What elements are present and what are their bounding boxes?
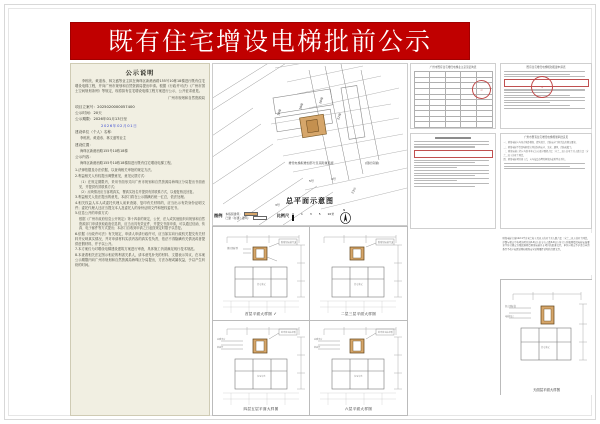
notice-title: 公示说明 — [125, 70, 155, 77]
floor-plan-caption-text: 首层平面大样图 — [244, 312, 273, 316]
svg-text:住宅单元: 住宅单元 — [541, 346, 550, 349]
floor-plan-caption — [310, 312, 407, 317]
site-plan-legend — [214, 208, 406, 224]
applicant-value: 李栋欣、黄道寿、林文盛等业主 — [80, 136, 127, 141]
date-from: 2026年01月13日至 — [93, 117, 127, 122]
doc-signature-table — [410, 63, 496, 129]
svg-text:(现状房屋): (现状房屋) — [365, 161, 380, 165]
notice-item: 7.本方案仅为对增设电梯建设建筑方案进行审查，具体施工仍须满足现行技术规范。 — [75, 247, 197, 252]
scale-tick: 5 — [318, 211, 321, 216]
legend-item — [225, 216, 266, 220]
scale-tick: 0 — [292, 211, 294, 216]
doc-title: 广州市既有住宅增设电梯业主意见征询表 — [429, 66, 477, 69]
svg-text:5号: 5号 — [309, 179, 314, 183]
svg-text:住宅单元: 住宅单元 — [354, 376, 363, 378]
svg-text:23号: 23号 — [350, 186, 358, 195]
title-banner — [70, 22, 470, 60]
scale-tick: 10米 — [327, 211, 335, 216]
doc-approval-rules — [500, 133, 592, 229]
doc-red-box — [414, 150, 493, 158]
scale-tick: 1 — [301, 211, 303, 216]
doc-paragraph: 一、增设电梯应当符合城乡规划、建筑设计、消防安全等相关技术规范要求。 — [503, 141, 578, 145]
legend-label: 图例 — [214, 213, 223, 218]
floor-plan-cell — [310, 321, 407, 415]
floor-plan-cell — [213, 321, 310, 415]
roof-plan-detail — [500, 279, 592, 395]
svg-text:拟增设电梯井道: 拟增设电梯井道 — [378, 332, 393, 334]
svg-text:拟增设电梯井道: 拟增设电梯井道 — [378, 241, 394, 244]
floor-plan-cell — [310, 227, 407, 321]
svg-text:连廊平台: 连廊平台 — [217, 339, 226, 341]
scale-label: 比例尺 — [276, 213, 290, 218]
floor-plan-caption — [310, 407, 407, 412]
svg-text:电梯机房: 电梯机房 — [505, 315, 514, 318]
compass-icon — [339, 209, 352, 224]
scale-bar — [292, 212, 334, 221]
notice-item: 根据《广州市政府信息公开规定》第十四条的规定，公民、法人或其他组织向规划和自然资源部门申请获取政府信息的，应当出具有效证件，并提交书面申请，可以通过信函、传真、电子邮件等方式提出；本部门自收到申请之日起按规定时限予以答复。 — [79, 217, 205, 231]
svg-text:拟增设电梯井道: 拟增设电梯井道 — [281, 332, 296, 334]
notice-signature: 广州市规划和自然资源局 — [168, 95, 205, 100]
svg-text:现状楼梯间: 现状楼梯间 — [227, 247, 238, 250]
svg-text:增设电梯拟增加部分及其附属连廊: 增设电梯拟增加部分及其附属连廊 — [288, 161, 334, 165]
doc-title: 既有住宅增设电梯规划报建申请表 — [526, 66, 566, 69]
legend-item — [225, 212, 266, 216]
svg-text:21梯: 21梯 — [336, 112, 343, 121]
notice-item: 3.利益相关人依法提出的意见，本部门将在公示期满后统一汇总，依法处理。 — [75, 195, 187, 200]
legend-item-text: 已建（存建）建筑： — [225, 216, 251, 220]
svg-text:候梯厅: 候梯厅 — [217, 347, 224, 349]
notice-panel — [70, 63, 210, 416]
floor-plan-caption-text: 六层平面大样图 — [344, 407, 373, 411]
applicant-label: 建设单位（个人）名称： — [75, 130, 115, 135]
date-to: 2026年02月01日 — [101, 123, 138, 128]
doc-paragraph: 四、增设电梯项目竣工后，应当依法办理特种设备使用登记手续。 — [503, 158, 567, 162]
doc-body — [500, 233, 592, 255]
scale-ticks — [292, 212, 334, 216]
notice-item: （2）反映情况应当客观真实，署真实姓名并提供有效联系方式，以便复核及回复。 — [79, 189, 196, 194]
official-stamp-icon: 章 — [529, 74, 555, 100]
svg-text:住宅单元: 住宅单元 — [354, 283, 363, 286]
doc-paragraph: 三、增设电梯工程应当经本单元专有部分面积占比三分之二以上的业主且人数占比三分之二以上的业主同意。 — [503, 150, 589, 157]
legend-swatch-existing-building — [253, 216, 267, 220]
floor-plan-svg — [213, 227, 309, 319]
floor-plan-grid — [212, 226, 408, 416]
floor-plan-cell — [213, 227, 310, 321]
floor-plan-svg — [310, 321, 406, 413]
notice-items — [75, 168, 205, 267]
svg-text:住宅单元: 住宅单元 — [257, 283, 266, 286]
doc-body — [501, 134, 591, 173]
page-title: 既有住宅增设电梯批前公示 — [107, 26, 432, 56]
notice-item: （1）在规定期限内，采用书面形式向广州市规划和自然资源局海珠区分局提出书面意见，并提供有效联系方式； — [79, 179, 205, 189]
legend-item-text: 本栋拟建筑： — [225, 211, 243, 216]
svg-text:拟增设电梯井道: 拟增设电梯井道 — [281, 241, 297, 244]
date-label: 公示期限： — [75, 117, 94, 122]
doc-consent-letter — [410, 133, 496, 229]
notice-item: 8.本查看相关法定图示相应的利害关系人，请本意见补充的材料、文据表示异议，在本案公示期限内向广州市规划和自然资源局海珠区分局提出，方法办理或属权益，予以产生纠纷的时间。 — [75, 253, 205, 267]
legend-swatches — [225, 212, 266, 221]
floor-plan-caption — [213, 407, 309, 412]
svg-text:3号: 3号 — [275, 203, 280, 207]
svg-text:18梯: 18梯 — [276, 108, 283, 117]
svg-text:住宅单元: 住宅单元 — [257, 376, 266, 378]
period-label: 公示时间： — [75, 111, 94, 115]
svg-text:20梯: 20梯 — [318, 96, 325, 105]
notice-item: 5.信息公开的申请方式： — [75, 211, 112, 216]
doc-notes — [500, 233, 592, 275]
svg-text:连廊平台: 连廊平台 — [314, 339, 323, 341]
scale-bar-graphic — [292, 215, 294, 221]
floor-plan-svg — [213, 321, 309, 413]
doc-application-form — [500, 63, 592, 129]
notice-item: 4.相关权益人本人或委托代理人前来查阅、复印有关材料的，应当出示有效身份证明文件；委托代理人还应当提交本人及委托人的身份证明文件和授权委托书。 — [75, 200, 205, 210]
notice-item: 2.利益相关人有权提出调整意见，意见反馈方式： — [75, 174, 148, 179]
legend-swatch-new-building — [244, 212, 258, 216]
location-label: 建设位置： — [75, 142, 93, 147]
content-value: 海珠区新港西路155号10栋18梯拟进行既有住宅增设电梯工程。 — [80, 161, 174, 166]
svg-text:候梯厅: 候梯厅 — [314, 347, 321, 349]
svg-text:4号: 4号 — [331, 177, 336, 181]
svg-text:机房顶标高: 机房顶标高 — [505, 305, 516, 308]
notice-item: 6.依据《行政许可法》有关规定，申请人申请行政许可，应当如实向行政机关提交有关材料并反映真实情况，并对申请材料实质内容的真实性负责，依法不得隐瞒有关情况或者提供虚假材料，并予以公开。 — [75, 231, 205, 246]
check-icon: ✓ — [273, 311, 278, 316]
site-plan-caption: 总平面示意图 — [286, 197, 334, 205]
project-no-value: 2025020000057400 — [97, 104, 135, 109]
svg-text:19梯: 19梯 — [298, 102, 305, 111]
doc-paragraph: 二、增设电梯不得影响相邻房屋的结构安全、采光、通风、消防疏散等。 — [503, 145, 574, 149]
roof-plan-caption: 天面层平面大样图 — [532, 388, 561, 392]
floor-plan-caption-text: 四层五层平面大样图 — [243, 407, 279, 411]
doc-body — [411, 134, 495, 190]
document-thumbnails — [410, 63, 592, 416]
notice-item: 1.法律依据及办法依据，以查询相关审批的规定方法。 — [75, 168, 154, 173]
period-value: 20天 — [93, 111, 102, 115]
content-label: 公示内容： — [75, 155, 93, 160]
official-stamp-icon: 印 — [470, 78, 493, 101]
project-no-label: 项目立案号： — [75, 104, 98, 109]
doc-notes-text: 增设电梯占地112.1平方米之和上及以上的业主且人数占比三分之二以上的业主同意。详细与规定中各项的项目的X-X以上的专有人数X-X以上符合上列表明报批电梯安装要求不符合规定方案批准同意增设电梯且在项目的批准文件。单位应明定不予进行申请条件不动产权属证明和规划安全证明要件证明的书面文件。 — [502, 237, 590, 251]
floor-plan-caption — [213, 311, 309, 317]
roof-plan-svg — [501, 280, 591, 390]
notice-intro: 李栋欣、黄道寿、林文盛等业主拟在海珠区新港西路155号10栋18梯进行既有住宅增设电梯工程，并向广州市规划和自然资源局提出申请。根据《行政许可法》《广州市国土空间规划条例》等规定，现将拟有住宅增设电梯工程方案进行公示，公开征求意见。 — [75, 79, 205, 94]
scale-tick: 3 — [309, 211, 312, 216]
doc-title: 广州市既有住宅增设电梯规划审批意见 — [523, 136, 569, 139]
location-value: 海珠区新港西路155号10栋18梯 — [80, 148, 128, 153]
floor-plan-svg — [310, 227, 406, 319]
compass-north-label: N — [343, 207, 346, 212]
floor-plan-caption-text: 二层三层平面大样图 — [340, 312, 377, 316]
